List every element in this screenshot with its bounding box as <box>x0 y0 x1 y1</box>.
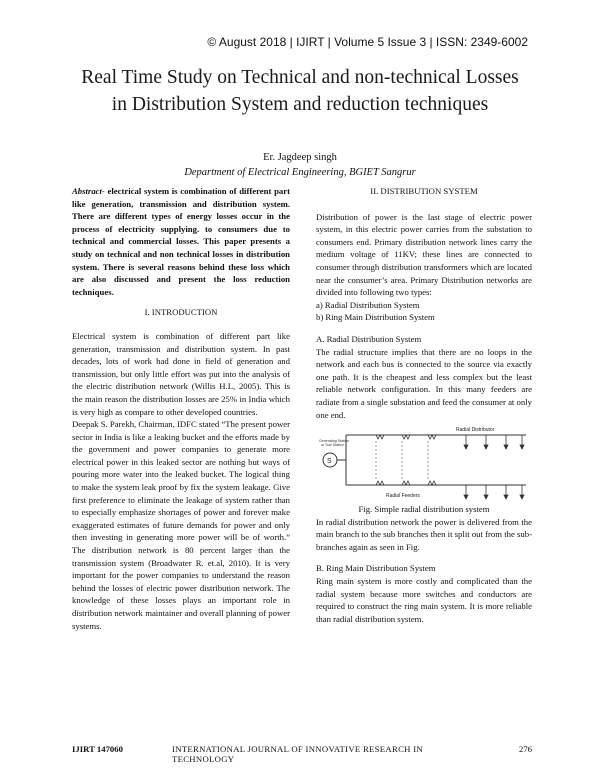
title-line-2: in Distribution System and reduction techniques <box>111 94 489 115</box>
source-label: S <box>327 458 332 466</box>
consumer-arrows-bottom <box>464 485 524 499</box>
subsection-heading-radial: A. Radial Distribution System <box>316 333 422 344</box>
footer-journal-name: INTERNATIONAL JOURNAL OF INNOVATIVE RESEARCH IN TECHNOLOGY <box>172 744 423 764</box>
station-label-2: or Sub Station <box>321 443 344 448</box>
list-item-ring-main: b) Ring Main Distribution System <box>316 312 435 323</box>
list-item-radial: a) Radial Distribution System <box>316 299 420 310</box>
radial-paragraph-2: In radial distribution network the power is delivered from the main branch to the sub branches then it split out from the sub-branches again as seen in Fig. <box>316 516 532 552</box>
author-name: Er. Jagdeep singh <box>263 152 337 163</box>
radial-distribution-figure <box>316 423 532 501</box>
radial-paragraph-1: The radial structure implies that there are no loops in the network and each bus is connected to the source via exactly one path. It is the cheapest and less complex but the least reliable network configuration. In this many feeders are radiate from a single substation and feed the consumer at only one end. <box>316 346 532 420</box>
radial-feeders-label: Radial Feeders <box>386 493 420 500</box>
station-label-1: Generating Station <box>319 439 349 444</box>
transformer-coil-2 <box>402 435 410 485</box>
paper-title <box>40 64 560 118</box>
consumer-arrows-top <box>464 435 524 449</box>
author-affiliation: Department of Electrical Engineering, BGIET Sangrur <box>184 167 416 178</box>
intro-paragraph-1: Electrical system is combination of different part like generation, transmission and distribution system. In past decades, lots of work had done in field of generation and transmission, but only little effort was put into the analysis of the electric distribution network (Willis H.L, 2005). This is the main reason the distribution losses are 25% in India which is very high as compare to other developed countries. <box>72 330 290 417</box>
section-heading-introduction: I. INTRODUCTION <box>144 307 218 318</box>
abstract-lead: Abstract- <box>72 186 105 196</box>
transformer-coil-1 <box>376 435 384 485</box>
distribution-paragraph-1: Distribution of power is the last stage of electric power system, in this electric power carries from the substation to consumers end. Primary distribution network lines carry the medium voltage of 11KV; these lines are connected to consumer through distribution transformers which are located near the consumer’s area. Primary Distribution networks are divided into following two types: <box>316 211 532 298</box>
section-heading-distribution: II. DISTRIBUTION SYSTEM <box>370 186 478 196</box>
footer-journal-id: IJIRT 147060 <box>72 744 123 754</box>
transformer-coil-3 <box>428 435 436 485</box>
page-number: 276 <box>518 744 532 754</box>
radial-distribution-diagram <box>316 423 532 501</box>
figure-caption: Fig. Simple radial distribution system <box>358 504 490 515</box>
title-line-1: Real Time Study on Technical and non-technical Losses <box>81 67 519 88</box>
citation-header: © August 2018 | IJIRT | Volume 5 Issue 3 | ISSN: 2349-6002 <box>207 35 528 49</box>
subsection-heading-ring-main: B. Ring Main Distribution System <box>316 563 436 574</box>
intro-paragraph-2: Deepak S. Parekh, Chairman, IDFC stated “The present power sector in India is like a leaking bucket and the efforts made by the government and power companies to generate more electrical power in this leaked sector are nothing but ways of pouring more water into the leaked bucket. The logical thing to make the system leak proof by fix the system leakage. Give first preference to eliminate the leakage of system rather than to especially emphasize shortages of power and forever make exaggerated estimates of future demands for power and only then investing in generating more power will be of worth.” The distribution network is 80 percent larger than the transmission system (Broadwater R. et.al, 2010). It is very important for the power companies to understand the reason behind the losses of electric power distribution network. The knowledge of these losses plays an important role in distribution network maintainer and overall planning of power systems. <box>72 419 290 631</box>
ring-paragraph-1: Ring main system is more costly and complicated than the radial system because more switches and conductors are required to construct the ring main system. It is more reliable than radial distribution system. <box>316 576 532 624</box>
right-column <box>316 185 532 625</box>
left-column <box>72 185 290 632</box>
radial-distributor-label: Radial Distributor <box>456 427 495 434</box>
abstract <box>72 185 290 298</box>
abstract-text: electrical system is combination of different part like generation, transmission and distribution system. There are different types of energy losses occur in the process of electricity supplying. to consumers due to technical and commercial losses. This paper presents a study on technical and non technical losses in distribution system. There is several reasons behind these loss which are also discussed and present the loss reduction techniques. <box>72 186 290 297</box>
